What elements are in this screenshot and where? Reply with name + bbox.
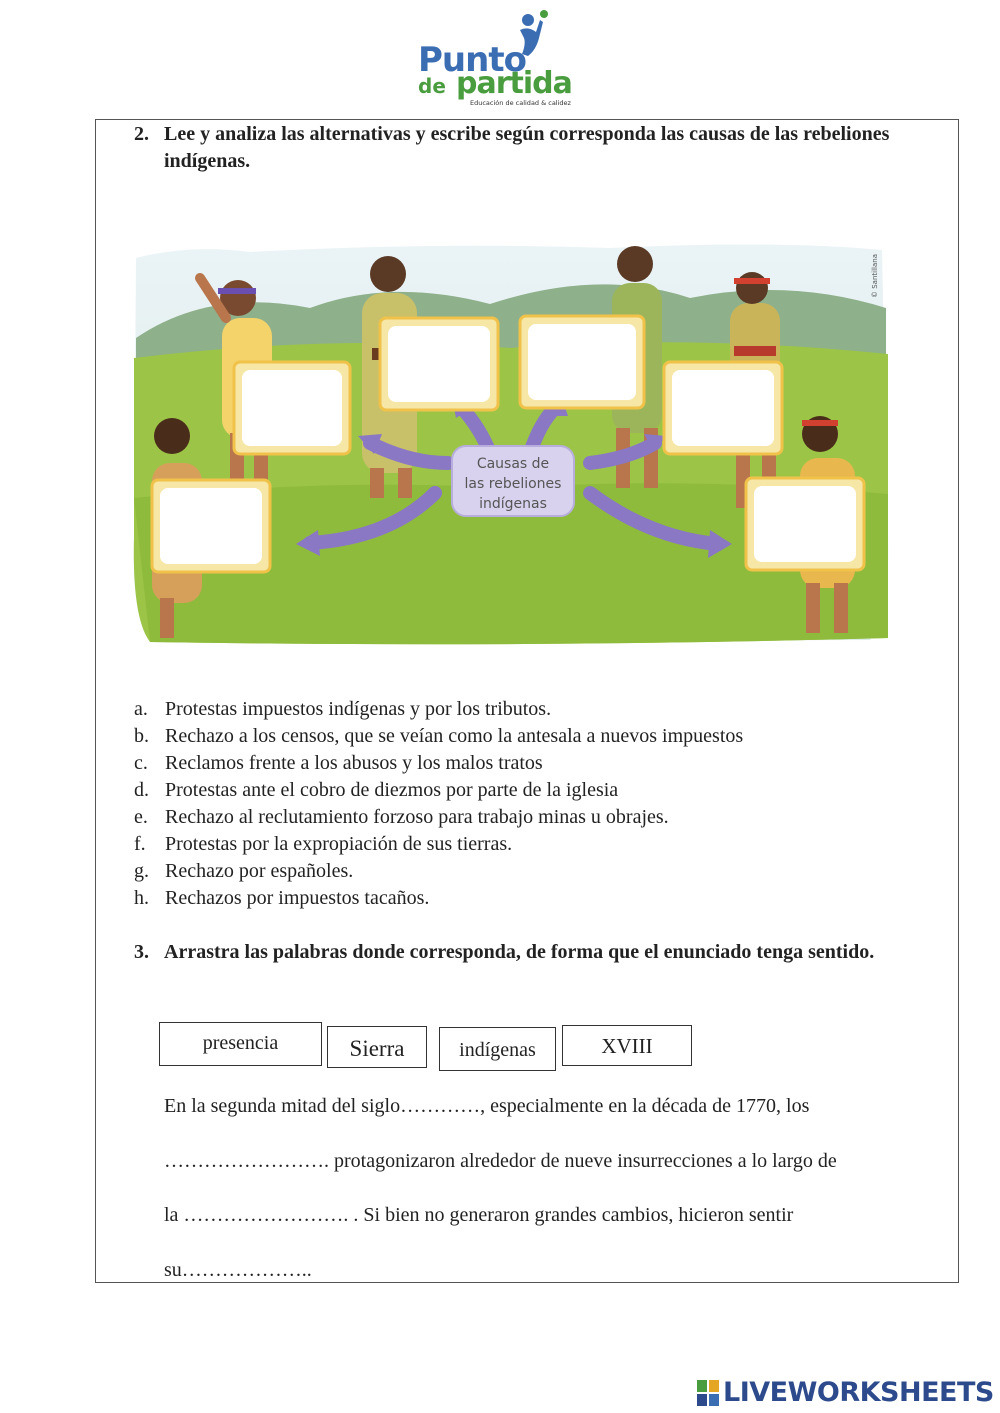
liveworksheets-logo	[697, 1376, 997, 1410]
item-text: Rechazo por españoles.	[165, 860, 354, 882]
word-chip-presencia[interactable]: presencia	[159, 1022, 322, 1066]
item-letter: b.	[134, 725, 149, 747]
answer-box-4[interactable]	[664, 362, 782, 454]
item-letter: e.	[134, 806, 148, 828]
item-letter: g.	[134, 860, 149, 882]
illustration-credit: © Santillana	[871, 254, 879, 298]
item-letter: a.	[134, 698, 148, 720]
question-2-number: 2.	[134, 123, 149, 145]
logo-line-2a: de	[418, 74, 446, 98]
center-label-line-2: las rebeliones	[464, 476, 562, 492]
item-text: Rechazos por impuestos tacaños.	[165, 887, 430, 909]
center-label-line-3: indígenas	[479, 496, 547, 512]
word-chip-xviii[interactable]: XVIII	[562, 1025, 692, 1066]
item-letter: c.	[134, 752, 148, 774]
item-letter: f.	[134, 833, 146, 855]
answer-box-1[interactable]	[234, 362, 350, 454]
item-text: Rechazo a los censos, que se veían como la antesala a nuevos impuestos	[165, 725, 744, 747]
logo-tagline: Educación de calidad & calidez	[470, 99, 571, 107]
footer-brand-text: LIVEWORKSHEETS	[723, 1377, 994, 1408]
punto-de-partida-logo	[412, 8, 592, 108]
paragraph-line-3: la ……………………. . Si bien no generaron grandes cambios, hicieron sentir	[164, 1204, 794, 1226]
word-chip-indigenas[interactable]: indígenas	[439, 1027, 556, 1071]
liveworksheets-badge-icon	[697, 1380, 719, 1406]
item-text: Protestas impuestos indígenas y por los tributos.	[165, 698, 552, 720]
item-text: Reclamos frente a los abusos y los malos tratos	[165, 752, 543, 774]
logo-line-1: Punto	[418, 40, 526, 80]
answer-box-2[interactable]	[380, 318, 498, 410]
item-letter: d.	[134, 779, 149, 801]
question-3-number: 3.	[134, 941, 149, 963]
paragraph-line-4: su………………..	[164, 1259, 312, 1281]
item-letter: h.	[134, 887, 149, 909]
answer-box-6[interactable]	[746, 478, 864, 570]
paragraph-line-1: En la segunda mitad del siglo…………, especialmente en la década de 1770, los	[164, 1095, 810, 1117]
item-text: Protestas ante el cobro de diezmos por parte de la iglesia	[165, 779, 619, 801]
answer-box-3[interactable]	[520, 316, 644, 408]
rebellion-illustration	[130, 238, 892, 648]
question-2-title: Lee y analiza las alternativas y escribe según corresponda las causas de las rebeliones indígenas.	[164, 123, 890, 172]
answer-box-5[interactable]	[152, 480, 270, 572]
question-3-title: Arrastra las palabras donde corresponda, de forma que el enunciado tenga sentido.	[164, 941, 875, 963]
logo-line-2b: partida	[456, 66, 572, 101]
word-chip-sierra[interactable]: Sierra	[327, 1026, 427, 1068]
paragraph-line-2: ……………………. protagonizaron alrededor de nueve insurrecciones a lo largo de	[164, 1150, 837, 1172]
item-text: Protestas por la expropiación de sus tierras.	[165, 833, 513, 855]
center-label-line-1: Causas de	[476, 456, 550, 472]
item-text: Rechazo al reclutamiento forzoso para trabajo minas u obrajes.	[165, 806, 669, 828]
